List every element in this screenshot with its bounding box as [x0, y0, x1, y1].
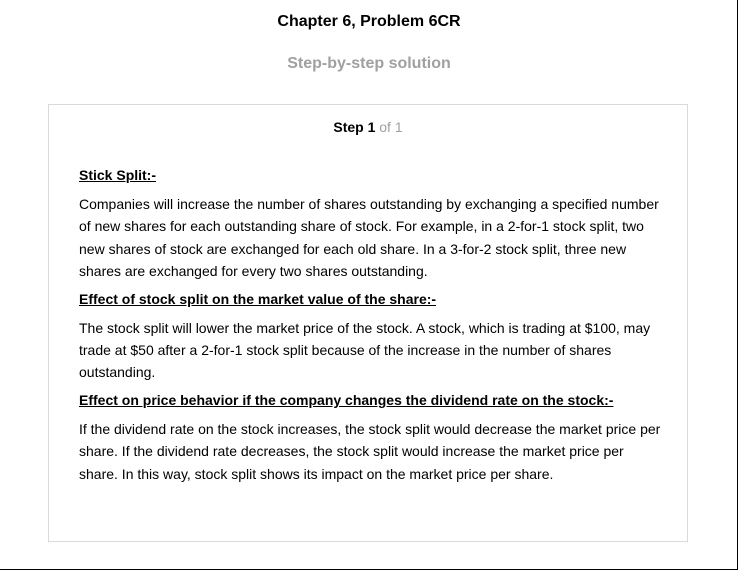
section-body-stock-split: Companies will increase the number of shares outstanding by exchanging a specified number of new shares for each outstanding share of stock. For example, in a 2-for-1 stock split, two new shares of stock are exchanged for each old share. In a 3-for-2 stock split, three new shares are exchanged for every two shares outstanding.	[79, 196, 659, 280]
page-title: Chapter 6, Problem 6CR	[277, 13, 461, 30]
step-label: Step 1	[333, 119, 376, 135]
step-card	[48, 104, 688, 542]
solution-content	[79, 165, 665, 485]
section-body-price-behavior: If the dividend rate on the stock increases, the stock split would decrease the market price per share. If the dividend rate decreases, the stock split would increase the market price per share. In this way, stock split shows its impact on the market price per share.	[79, 420, 661, 482]
section-heading-price-behavior: Effect on price behavior if the company changes the dividend rate on the stock:-	[79, 391, 614, 408]
step-count: of 1	[379, 119, 403, 135]
section-heading-stock-split: Stick Split:-	[79, 167, 157, 183]
section-heading-market-value: Effect of stock split on the market value of the share:-	[79, 290, 437, 307]
step-indicator	[49, 119, 687, 135]
page-subtitle: Step-by-step solution	[287, 55, 451, 72]
section-body-market-value: The stock split will lower the market price of the stock. A stock, which is trading at $100, may trade at $50 after a 2-for-1 stock split because of the increase in the number of shares outstanding.	[79, 319, 651, 381]
